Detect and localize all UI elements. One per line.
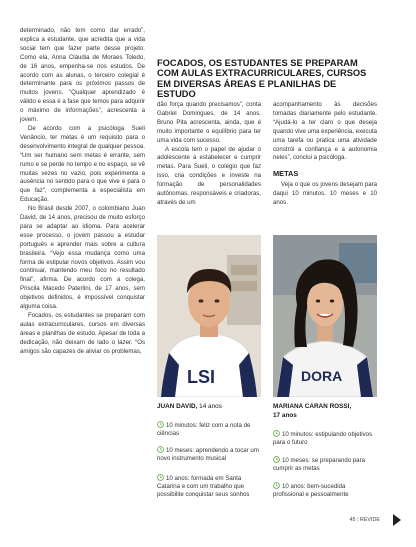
goal-item <box>273 456 377 473</box>
goal-text: 10 minutos: feliz com a nota de ciências <box>157 422 251 437</box>
clock-icon <box>157 421 164 428</box>
portrait-illustration <box>157 235 261 397</box>
next-page-arrow-icon[interactable] <box>393 514 401 526</box>
paragraph: No Brasil desde 2007, o colombiano Juan David, de 14 anos, precisou de muito esforço para se adaptar ao idioma. Para acelerar esse processo, o jovem passou a estudar português e aprender mais sobre a cultura brasileira. “Vejo essa mudança como uma forma de estipular novos objetivos. Assim vou continuar, mantendo meu foco no resultado final”, afirma. De acordo com a colega, Priscila Macedo Paterlini, de 17 anos, sem objetivos definidos, é impossível conquistar alguma coisa. <box>20 205 145 311</box>
photo-mariana-caran-rossi <box>273 235 377 397</box>
person-name: MARIANA CARAN ROSSI, <box>273 403 352 410</box>
goal-text: 10 meses: se preparando para cumprir as metas <box>273 457 365 472</box>
shirt-text: DORA <box>301 368 343 384</box>
page-number: 45 <box>349 517 356 523</box>
paragraph: Focados, os estudantes se preparam com aulas extracurriculares, cursos em diversas áreas e planilhas de estudo. Apesar de toda a dedicação, não deixam de lado o lazer. “Os amigos são capazes de aliviar os problemas, <box>20 312 145 355</box>
goal-text: 10 anos: formada em Santa Catarina e com um trabalho que possibilite conquistar seus sonhos <box>157 475 250 498</box>
footer-divider: | <box>357 517 359 523</box>
paragraph: A escola tem o papel de ajudar o adolescente a estabelecer e cumprir metas. Para Sueli, o colégio que faz isso, cria condições e investe na formação de personalidades autônomas, responsáveis e criadoras, através de um <box>157 145 261 206</box>
goal-item <box>157 474 261 498</box>
paragraph: De acordo com a psicóloga Sueli Venâncio, ter metas é um requisito para o desenvolvimento integral de qualquer pessoa. “Um ser humano sem metas é errante, sem rumo e se perde no tempo e no espaço, se vê muitas vezes no vazio, pois experimenta a ausência no sentido para o que vive e para o que faz”, complementa a especialista em Educação. <box>20 124 145 204</box>
photo-juan-david <box>157 235 261 397</box>
clock-icon <box>273 430 280 437</box>
goal-item <box>157 446 261 463</box>
clock-icon <box>157 446 164 453</box>
person-age: 14 anos <box>199 403 222 410</box>
goal-text: 10 minutos: estipulando objetivos para o futuro <box>273 431 373 446</box>
clock-icon <box>273 482 280 489</box>
goal-item <box>157 421 261 438</box>
clock-icon <box>273 456 280 463</box>
goal-item <box>273 430 377 447</box>
person-age: 17 anos <box>273 411 297 419</box>
paragraph: acompanhamento às decisões tomadas diariamente pelo estudante. “Ajudá-lo a ter claro o que deseja quando vive uma experiência, executa uma tarefa ou pratica uma atividade constrói a confiança e a autonomia neles”, conclui a psicóloga. <box>273 101 377 162</box>
goal-text: 10 meses: aprendendo a tocar um novo instrumento musical <box>157 447 259 462</box>
person-name: JUAN DAVID, <box>157 403 198 410</box>
caption-name-mariana <box>273 403 383 420</box>
article-column-right <box>273 101 377 208</box>
paragraph: determinado, não tem como dar errado”, explica a estudante, que acredita que a vida social tem que fazer parte desse projeto. Como ela, Anna Cláudia de Moraes Toledo, de 16 anos, empenha-se nos estudos. De acordo com as alunas, o terceiro colegial é determinante para os próximos passos de muitos jovens. “Qualquer aprendizado é válido e essa é a fase que temos para adquirir o máximo de informações”, acrescenta a jovem. <box>20 27 145 124</box>
pull-quote-headline: FOCADOS, OS ESTUDANTES SE PREPARAM COM AULAS EXTRACURRICULARES, CURSOS EM DIVERSAS ÁREAS E PLANILHAS DE ESTUDO <box>157 58 367 100</box>
page-footer <box>350 517 380 523</box>
goal-item <box>273 482 377 499</box>
article-column-middle <box>157 101 261 208</box>
clock-icon <box>157 474 164 481</box>
magazine-name: REVIDE <box>359 517 380 523</box>
portrait-illustration <box>273 235 377 397</box>
metas-heading: METAS <box>273 169 299 179</box>
metas-intro: Veja o que os jovens desejam para daqui 10 minutos, 10 meses e 10 anos. <box>273 181 377 207</box>
article-column-left <box>20 27 145 357</box>
paragraph: dão força quando precisamos”, conta Gabriel Domingues, de 14 anos. Bruno Pita acrescenta, ainda, que é muito importante o equilíbrio para ter uma vida com sucesso. <box>157 101 261 144</box>
caption-name-juan <box>157 403 261 412</box>
svg-text:LSI: LSI <box>187 367 216 387</box>
goal-text: 10 anos: bem-sucedida profissional e pessoalmente <box>273 483 349 498</box>
